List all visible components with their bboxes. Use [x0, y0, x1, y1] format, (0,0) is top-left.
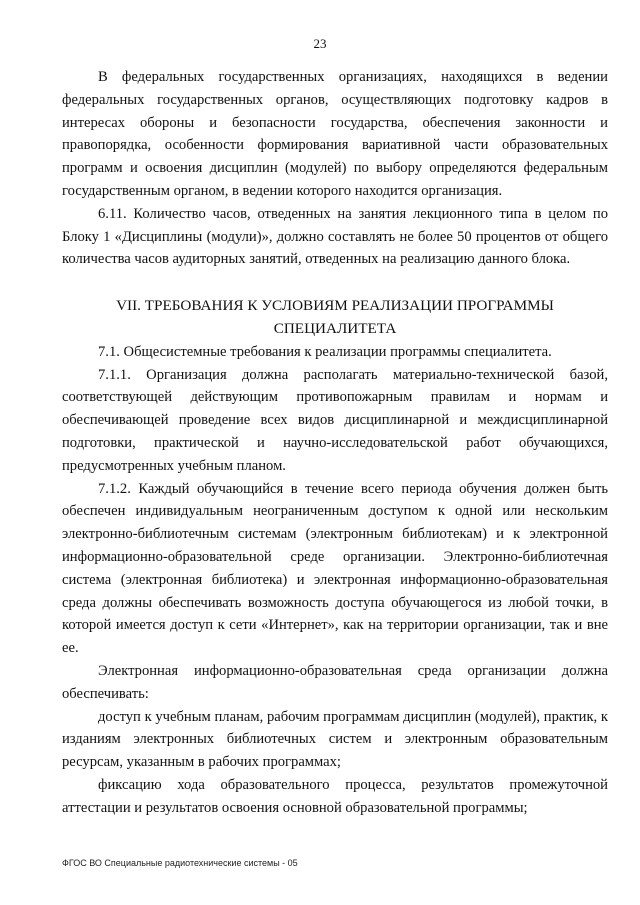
paragraph-fixation: фиксацию хода образовательного процесса, результатов промежуточной аттестации и результатов освоения основной образовательной программы; — [62, 776, 608, 816]
paragraph-6-11: 6.11. Количество часов, отведенных на занятия лекционного типа в целом по Блоку 1 «Дисциплины (модули)», должно составлять не более 50 процентов от общего количества часов аудиторных занятий, отведенных на реализацию данного блока. — [62, 205, 608, 268]
page-footer: ФГОС ВО Специальные радиотехнические системы - 05 — [62, 858, 298, 868]
document-body — [62, 66, 608, 820]
paragraph-7-1-2: 7.1.2. Каждый обучающийся в течение всего периода обучения должен быть обеспечен индивидуальным неограниченным доступом к одной или нескольким электронно-библиотечным системам (электронным библиотекам) и к электронной информационно-образовательной среде организации. Электронно-библиотечная система (электронная библиотека) и электронная информационно-образовательная среда должны обеспечивать возможность доступа обучающегося из любой точки, в которой имеется доступ к сети «Интернет», как на территории организации, так и вне ее. — [62, 480, 608, 657]
paragraph-federal-organizations: В федеральных государственных организациях, находящихся в ведении федеральных государственных органов, осуществляющих подготовку кадров в интересах обороны и безопасности государства, обеспечения законности и правопорядка, особенности формирования вариативной части образовательных программ и освоения дисциплин (модулей) по выбору определяются федеральным государственным органом, в ведении которого находится организация. — [62, 69, 608, 199]
section-heading-line2: СПЕЦИАЛИТЕТА — [273, 319, 397, 337]
page-number: 23 — [313, 36, 327, 51]
paragraph-eios-intro: Электронная информационно-образовательная среда организации должна обеспечивать: — [62, 662, 608, 702]
section-heading-line1: VII. ТРЕБОВАНИЯ К УСЛОВИЯМ РЕАЛИЗАЦИИ ПРОГРАММЫ — [116, 297, 554, 315]
paragraph-7-1-1: 7.1.1. Организация должна располагать материально-технической базой, соответствующей действующим противопожарным правилам и нормам и обеспечивающей проведение всех видов дисциплинарной и междисциплинарной подготовки, практической и научно-исследовательской работ обучающихся, предусмотренных учебным планом. — [62, 366, 608, 474]
section-heading — [62, 295, 608, 341]
paragraph-7-1: 7.1. Общесистемные требования к реализации программы специалитета. — [98, 343, 552, 360]
paragraph-access: доступ к учебным планам, рабочим программам дисциплин (модулей), практик, к изданиям электронных библиотечных систем и электронным образовательным ресурсам, указанным в рабочих программах; — [62, 708, 608, 771]
